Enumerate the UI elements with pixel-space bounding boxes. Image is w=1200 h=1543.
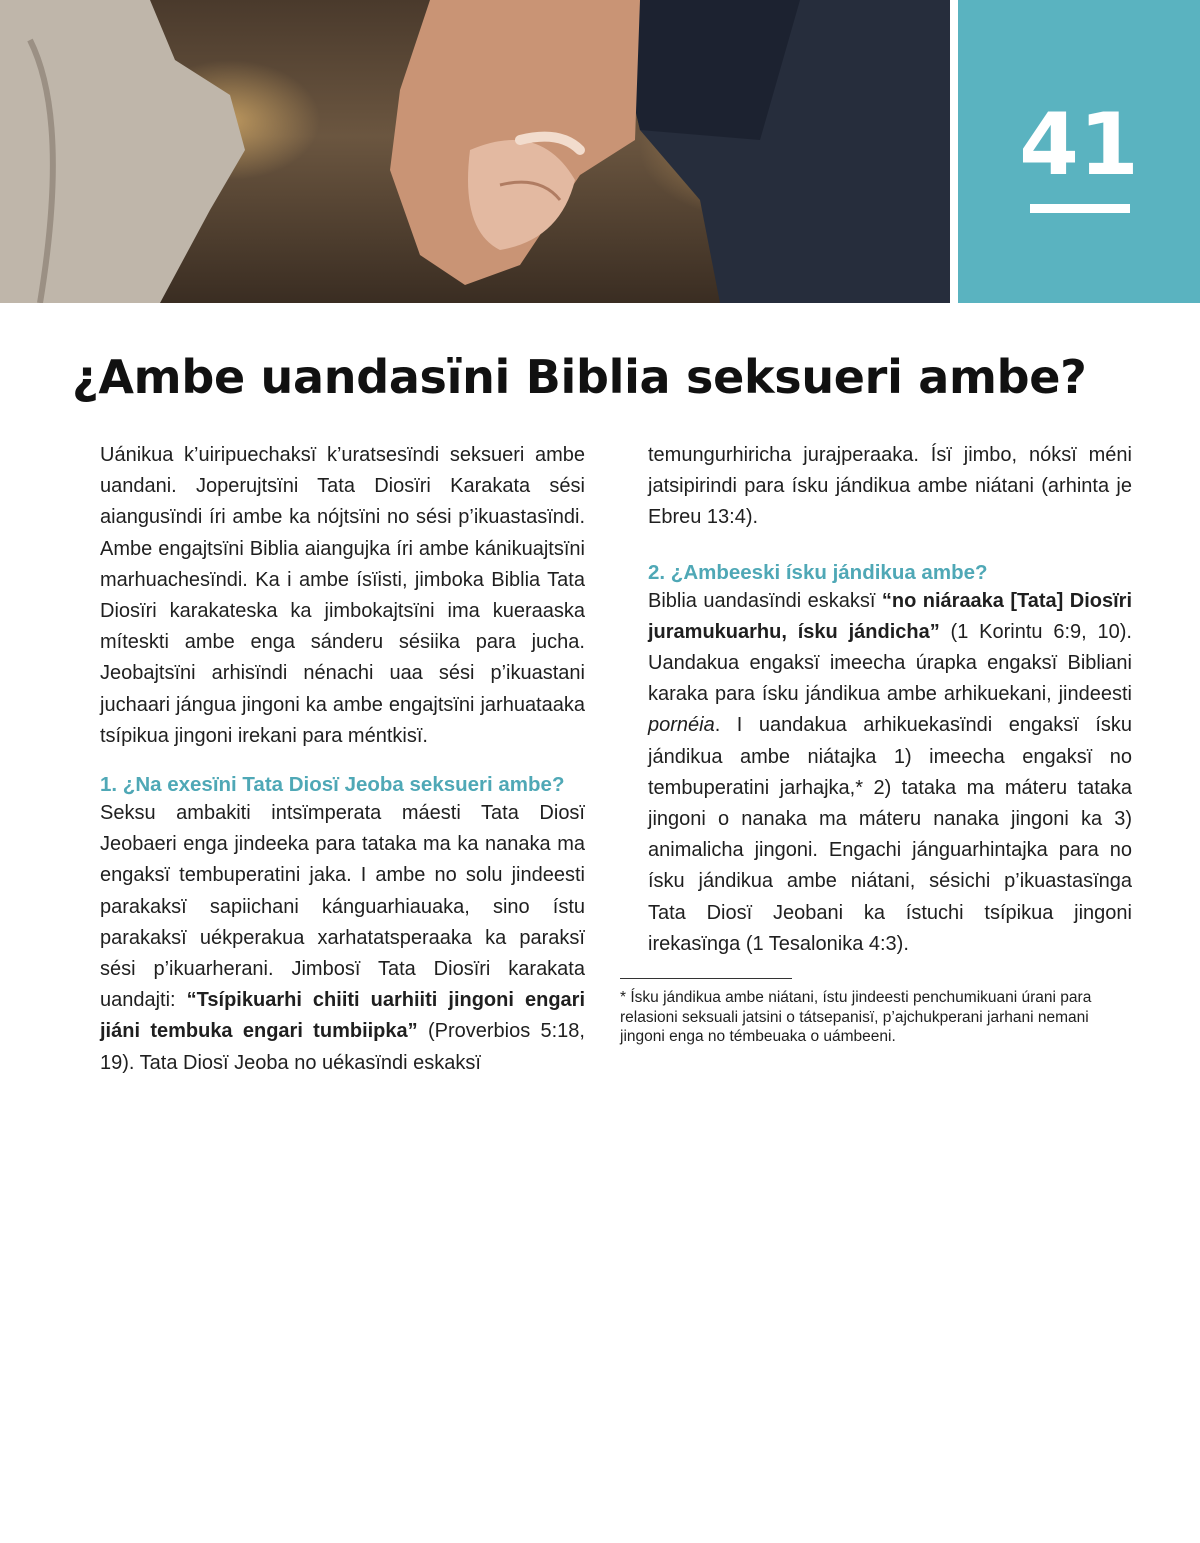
answer-text: 2) tataka ma máteru tataka jingoni o nanaka ma máteru nanaka jingoni ka 3) animalicha jingoni. Engachi jánguarhintajka para no ísku jándikua ambe niátani, sésichi p’ikuastasïnga Tata Diosï Jeobani ka ístuchi tsípikua jingoni irekasïnga (1 Tesalonika 4:3). bbox=[648, 776, 1132, 955]
answer-text: (1 Korintu 6:9, 10). Uandakua engaksï imeecha úrapka engaksï Bibliani karaka para ísku jándikua ambe arhikuekani, jindeesti bbox=[648, 620, 1132, 706]
question-1-heading: 1. ¿Na exesïni Tata Diosï Jeoba seksueri ambe? bbox=[100, 773, 565, 797]
intro-paragraph: Uánikua k’uiripuechaksï k’uratsesïndi seksueri ambe uandani. Joperujtsïni Tata Diosïri Karakata sési aiangusïndi íri ambe ka nójtsïni no sési p’ikuastasïndi. Ambe engajtsïni Biblia aiangujka íri ambe kánikuajtsïni marhuachesïndi. Ka i ambe ísïisti, jimboka Biblia Tata Diosïri karakateska ka jimbokajtsïni ima kueraaska míteskti ambe enga sánderu sésiika para jucha. Jeobajtsïni arhisïndi nénachi uaa sési p’ikuastani juchaari jángua jingoni ka ambe engajtsïni jarhuataaka tsípikua jingoni irekani para méntkisï. bbox=[100, 444, 585, 747]
answer-text: Biblia uandasïndi eskaksï bbox=[648, 589, 882, 612]
scripture-quote: “Tsípikuarhi chiiti uarhiiti jingoni engari jiáni tembuka engari tumbiipka” bbox=[100, 989, 585, 1043]
right-column bbox=[648, 440, 1132, 534]
scripture-quote: “no niáraaka [Tata] Diosïri juramukuarhu, ísku jándicha” bbox=[648, 589, 1132, 643]
question-2-answer bbox=[648, 586, 1132, 960]
footnote-divider bbox=[620, 978, 792, 979]
lesson-number: 41 bbox=[1019, 95, 1139, 195]
footnote: * Ísku jándikua ambe niátani, ístu jindeesti penchumikuani úrani para relasioni seksuali jatsini o tátsepanisï, p’ajchukperani jarhani nemani jingoni enga no témbeuaka o uámbeeni. bbox=[620, 989, 1092, 1046]
holding-hands-illustration bbox=[0, 0, 950, 303]
answer-text: Seksu ambakiti intsïmperata máesti Tata Diosï Jeobaeri enga jindeeka para tataka ma ka nanaka ma engaksï tembuperatini jaka. I ambe no solu jindeesti parakaksï sapiichani kánguarhiauaka, sino ístu parakaksï uékperakua xarhatatsperaaka ka paraksï sési p’ikuarherani. Jimbosï Tata Diosïri karakata uandajti: bbox=[100, 802, 585, 1012]
question-1-answer-continued: temungurhiricha jurajperaaka. Ísï jimbo, nóksï méni jatsipirindi para ísku jándikua ambe niátani (arhinta je Ebreu 13:4). bbox=[648, 444, 1132, 529]
page-title: ¿Ambe uandasïni Biblia seksueri ambe? bbox=[72, 350, 1087, 404]
lesson-number-panel bbox=[958, 0, 1200, 303]
left-column bbox=[100, 440, 585, 1079]
question-2-heading-visible: 2. ¿Ambeeski ísku jándikua ambe? bbox=[648, 560, 988, 584]
greek-term: pornéia bbox=[648, 714, 715, 737]
lesson-number-underline bbox=[1030, 204, 1130, 213]
question-1-answer bbox=[100, 798, 585, 1079]
right-column-content bbox=[648, 560, 1132, 960]
footnote-marker[interactable]: * bbox=[855, 776, 864, 799]
answer-text: (Proverbios 5:18, 19). Tata Diosï Jeoba no uékasïndi eskaksï bbox=[100, 1020, 585, 1074]
hero-photo bbox=[0, 0, 950, 303]
answer-text: . I uandakua arhikuekasïndi engaksï ísku jándikua ambe niátajka 1) imeecha engaksï no tembuperatini jarhajka, bbox=[648, 714, 1132, 799]
